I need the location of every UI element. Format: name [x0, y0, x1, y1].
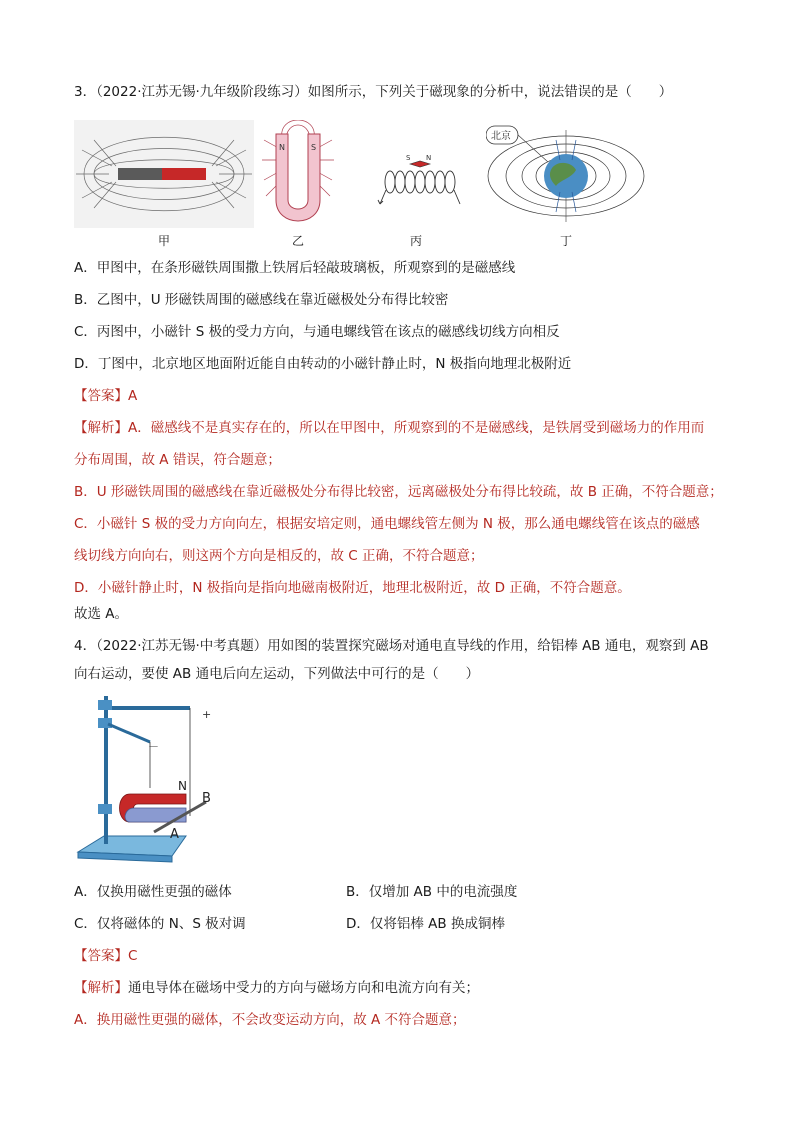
q4-option-d: D．仅将铝棒 AB 换成铜棒 [346, 916, 505, 932]
q3-conclusion: 故选 A。 [74, 606, 129, 622]
q3-analysis-line-3: B．U 形磁铁周围的磁感线在靠近磁极处分布得比较密，远离磁极处分布得比较疏，故 B 正确，不符合题意； [74, 484, 723, 500]
q3-answer [74, 386, 137, 406]
magnet-rail-apparatus-figure [74, 690, 224, 870]
fig-label-yi: 乙 [291, 234, 304, 248]
bar-magnet-filings-figure [74, 120, 254, 228]
q4-analysis-tag: 【解析】 [74, 980, 128, 996]
q4-option-a: A．仅换用磁性更强的磁体 [74, 884, 232, 900]
q3-stem: 3．（2022·江苏无锡·九年级阶段练习）如图所示，下列关于磁现象的分析中，说法错误的是（ ） [74, 84, 673, 100]
q3-analysis-tag: 【解析】 [74, 420, 128, 436]
fig-label-jia: 甲 [157, 234, 170, 248]
q4-answer [74, 946, 137, 966]
plus-terminal-label: + [202, 708, 212, 721]
q3-figures [74, 120, 654, 250]
u-magnet-figure [260, 120, 336, 230]
rod-end-a-label: A [170, 827, 179, 842]
solenoid-figure [370, 120, 468, 220]
q3-option-b: B．乙图中，U 形磁铁周围的磁感线在靠近磁极处分布得比较密 [74, 292, 449, 308]
u-magnet-s-label: S [311, 143, 317, 152]
q4-answer-tag: 【答案】 [74, 948, 128, 964]
q4-answer-value: C [128, 948, 138, 964]
q3-answer-value: A [128, 388, 138, 404]
q4-option-c: C．仅将磁体的 N、S 极对调 [74, 916, 246, 932]
q4-option-b: B．仅增加 AB 中的电流强度 [346, 884, 518, 900]
q3-analysis-line-6: D．小磁针静止时，N 极指向是指向地磁南极附近，地理北极附近，故 D 正确，不符合题意。 [74, 580, 631, 596]
q4-stem-line-2: 向右运动，要使 AB 通电后向左运动，下列做法中可行的是（ ） [74, 666, 480, 682]
minus-terminal-label: － [148, 740, 159, 753]
q3-option-a: A．甲图中，在条形磁铁周围撒上铁屑后轻敲玻璃板，所观察到的是磁感线 [74, 260, 516, 276]
q4-analysis-line-2: A．换用磁性更强的磁体，不会改变运动方向，故 A 不符合题意； [74, 1012, 466, 1028]
beijing-label: 北京 [491, 131, 511, 142]
q4-stem-line-1: 4．（2022·江苏无锡·中考真题）用如图的装置探究磁场对通电直导线的作用，给铝棒 AB 通电，观察到 AB [74, 638, 709, 654]
needle-s-label: S [406, 154, 411, 162]
q3-option-c: C．丙图中，小磁针 S 极的受力方向，与通电螺线管在该点的磁感线切线方向相反 [74, 324, 560, 340]
fig-label-bing: 丙 [409, 234, 422, 248]
q3-option-d: D．丁图中，北京地区地面附近能自由转动的小磁针静止时，N 极指向地理北极附近 [74, 356, 572, 372]
q3-analysis-line-5: 线切线方向向右，则这两个方向是相反的，故 C 正确，不符合题意； [74, 548, 484, 564]
pole-n-label: N [178, 779, 187, 793]
q3-analysis-line-1: 【解析】A．磁感线不是真实存在的，所以在甲图中，所观察到的不是磁感线，是铁屑受到磁场力的作用而 [74, 420, 705, 436]
fig-label-ding: 丁 [559, 234, 572, 248]
q3-answer-tag: 【答案】 [74, 388, 128, 404]
u-magnet-n-label: N [279, 143, 285, 152]
q3-analysis-line-2: 分布周围，故 A 错误，符合题意； [74, 452, 281, 468]
needle-n-label: N [426, 154, 432, 162]
q4-analysis-line-1: 【解析】通电导体在磁场中受力的方向与磁场方向和电流方向有关； [74, 980, 479, 996]
rod-end-b-label: B [202, 791, 211, 806]
q3-analysis-line-4: C．小磁针 S 极的受力方向向左，根据安培定则，通电螺线管左侧为 N 极，那么通电螺线管在该点的磁感 [74, 516, 700, 532]
earth-magnetic-field-figure [486, 120, 646, 228]
